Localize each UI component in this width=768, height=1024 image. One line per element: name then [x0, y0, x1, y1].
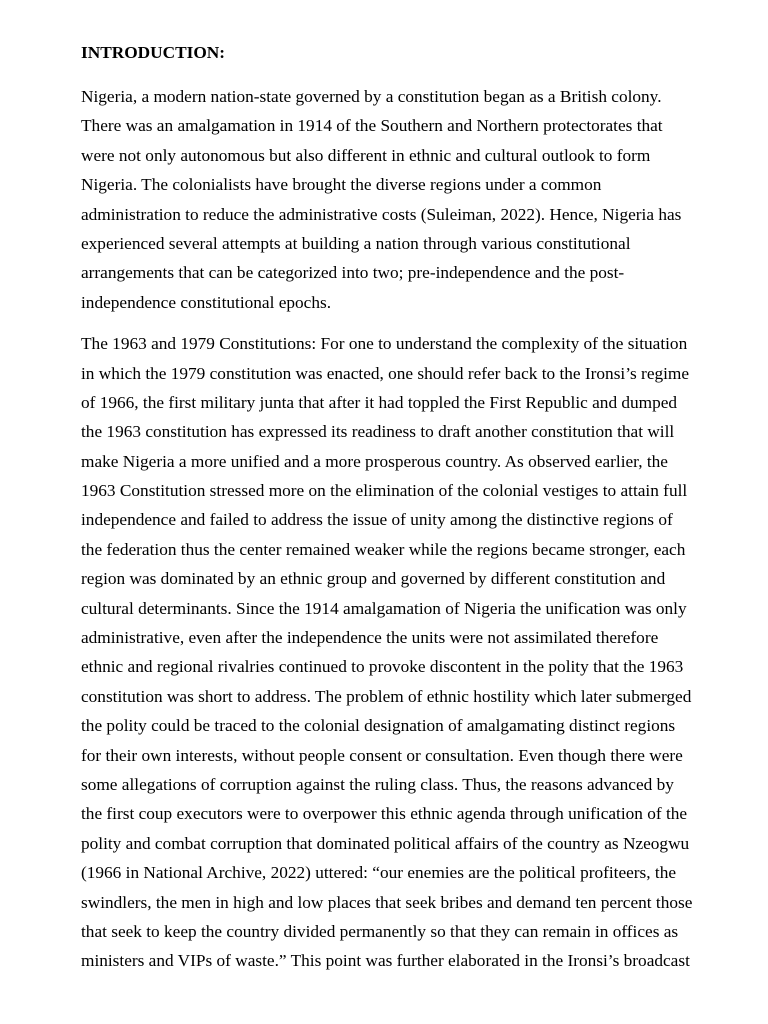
text-line: independence constitutional epochs. — [81, 292, 332, 312]
text-line: (1966 in National Archive, 2022) uttered: “our enemies are the political profiteers, the — [81, 863, 677, 883]
text-line: independence and failed to address the issue of unity among the distinctive regions of — [81, 510, 673, 530]
text-line: Nigeria. The colonialists have brought the diverse regions under a common — [81, 175, 602, 195]
text-line: There was an amalgamation in 1914 of the Southern and Northern protectorates that — [81, 116, 663, 136]
text-line: cultural determinants. Since the 1914 amalgamation of Nigeria the unification was only — [81, 598, 687, 618]
text-line: the 1963 constitution has expressed its readiness to draft another constitution that will — [81, 422, 675, 442]
text-line: were not only autonomous but also different in ethnic and cultural outlook to form — [81, 145, 651, 165]
text-line: the first coup executors were to overpower this ethnic agenda through unification of the — [81, 804, 688, 824]
text-line: swindlers, the men in high and low places that seek bribes and demand ten percent those — [81, 892, 693, 912]
text-line: constitution was short to address. The problem of ethnic hostility which later submerged — [81, 686, 692, 706]
text-line: arrangements that can be categorized into two; pre-independence and the post- — [81, 263, 625, 283]
text-line: the federation thus the center remained weaker while the regions became stronger, each — [81, 539, 686, 559]
text-line: for their own interests, without people consent or consultation. Even though there were — [81, 745, 683, 765]
text-line: of 1966, the first military junta that after it had toppled the First Republic and dumped — [81, 392, 678, 412]
text-line: Nigeria, a modern nation-state governed by a constitution began as a British colony. — [81, 87, 662, 106]
text-line: the polity could be traced to the colonial designation of amalgamating distinct regions — [81, 716, 676, 736]
text-line: in which the 1979 constitution was enacted, one should refer back to the Ironsi’s regime — [81, 363, 690, 383]
document-body — [81, 40, 731, 988]
text-line: experienced several attempts at building a nation through various constitutional — [81, 233, 631, 253]
paragraph-constitutions — [81, 329, 731, 976]
text-line: polity and combat corruption that dominated political affairs of the country as Nzeogwu — [81, 833, 690, 853]
text-line: that seek to keep the country divided permanently so that they can remain in offices as — [81, 921, 679, 941]
section-heading: INTRODUCTION: — [81, 43, 226, 62]
text-line: The 1963 and 1979 Constitutions: For one to understand the complexity of the situation — [81, 334, 688, 354]
text-line: region was dominated by an ethnic group and governed by different constitution and — [81, 569, 666, 589]
text-line: ethnic and regional rivalries continued to provoke discontent in the polity that the 1963 — [81, 657, 684, 677]
text-line: administration to reduce the administrative costs (Suleiman, 2022). Hence, Nigeria has — [81, 204, 682, 224]
text-line: make Nigeria a more unified and a more prosperous country. As observed earlier, the — [81, 451, 668, 471]
paragraph-introduction — [81, 82, 731, 317]
text-line: administrative, even after the independence the units were not assimilated therefore — [81, 628, 659, 648]
text-line: some allegations of corruption against the ruling class. Thus, the reasons advanced by — [81, 774, 674, 794]
text-line: ministers and VIPs of waste.” This point was further elaborated in the Ironsi’s broadcast — [81, 951, 690, 971]
text-line: 1963 Constitution stressed more on the elimination of the colonial vestiges to attain full — [81, 481, 688, 501]
